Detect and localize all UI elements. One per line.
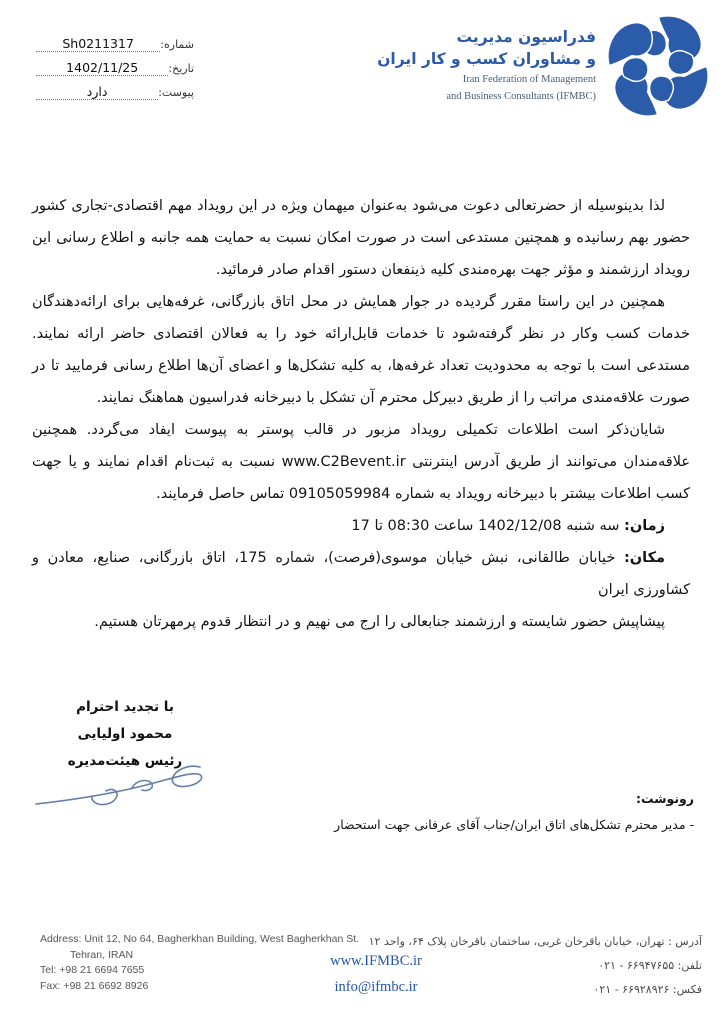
org-name-en-line1: Iran Federation of Management <box>462 74 596 85</box>
number-value: Sh0211317 <box>36 36 160 52</box>
date-value: 1402/11/25 <box>36 60 168 76</box>
number-label: شماره: <box>160 38 194 51</box>
place-value: خیابان طالقانی، نبش خیابان موسوی(فرصت)، شماره 175، اتاق بازرگانی، صنایع، معادن و کشاورزی ایران <box>32 550 690 598</box>
registration-text-1: شایان‌ذکر است اطلاعات تکمیلی رویداد مزبور در قالب پوستر به پیوست ایفاد می‌گردد. همچنین علاقه‌مندان می‌توانند از طریق آدرس اینترنتی <box>32 422 691 470</box>
attachment-value: دارد <box>36 84 158 100</box>
paragraph-invitation: لذا بدینوسیله از حضرتعالی دعوت می‌شود به‌عنوان میهمان ویژه در این رویداد مهم اقتصادی-تجاری کشور حضور بهم رسانیده و همچنین مستدعی است در صورت امکان نسبت به حمایت همه جانبه و اطلاع رسانی این رویداد ارزشمند و مؤثر جهت بهره‌مندی کلیه ذینفعان دستور اقدام صادر فرمائید. <box>32 198 690 278</box>
event-website-link[interactable]: www.C2Bevent.ir <box>281 454 406 470</box>
signature-scribble-icon <box>32 760 227 818</box>
letterhead <box>377 14 710 118</box>
letter-body <box>32 190 690 638</box>
footer-fa-tel: تلفن: ۶۶۹۴۷۶۵۵ - ۰۲۱ <box>598 959 702 972</box>
time-value: سه شنبه 1402/12/08 ساعت 08:30 تا 17 <box>351 518 625 534</box>
meta-row-date <box>36 60 194 76</box>
closing-line: پیشاپیش حضور شایسته و ارزشمند جنابعالی را ارج می نهیم و در انتظار قدوم پرمهرتان هستیم. <box>94 614 665 630</box>
registration-text-2: نسبت به ثبت‌نام اقدام نمایند و یا جهت کسب اطلاعات بیشتر با دبیرخانه رویداد به شماره <box>32 454 690 502</box>
footer-fa-address: آدرس : تهران، خیابان باقرخان غربی، ساختمان باقرخان پلاک ۶۴، واحد ۱۲ <box>368 935 702 948</box>
signer-title: رئیس هیئت‌مدیره <box>67 753 183 769</box>
event-place-line <box>32 542 690 606</box>
cc-item: - مدیر محترم تشکل‌های اتاق ایران/جناب آقای عرفانی جهت استحضار <box>334 817 694 832</box>
org-name-fa-line2: و مشاوران کسب و کار ایران <box>377 50 596 68</box>
org-name-fa-line1: فدراسیون مدیریت <box>456 28 596 46</box>
footer-en-fax: Fax: +98 21 6692 8926 <box>40 979 149 992</box>
footer-address-fa <box>369 930 702 1002</box>
cc-label: رونوشت: <box>635 791 694 806</box>
footer-fa-fax: فکس: ۶۶۹۲۸۹۲۶ - ۰۲۱ <box>593 983 702 996</box>
footer-en-tel: Tel: +98 21 6694 7655 <box>40 964 145 976</box>
meta-row-number <box>36 36 194 52</box>
website-link[interactable]: www.IFMBC.ir <box>330 953 422 969</box>
signer-name: محمود اولیایی <box>77 726 173 742</box>
registration-text-3: تماس حاصل فرمایند. <box>156 486 289 502</box>
signature-salutation: با تجدید احترام <box>76 699 174 715</box>
time-label: زمان: <box>624 518 665 534</box>
date-label: تاریخ: <box>168 62 194 75</box>
paragraph-registration <box>32 414 690 510</box>
email-link[interactable]: info@ifmbc.ir <box>334 979 418 995</box>
attachment-label: پیوست: <box>158 86 194 99</box>
meta-row-attachment <box>36 84 194 100</box>
place-label: مکان: <box>623 550 665 566</box>
event-time-line <box>32 510 690 542</box>
org-name-en-line2: and Business Consultants (IFMBC) <box>446 91 596 102</box>
org-name-block <box>377 26 596 104</box>
paragraph-booths: همچنین در این راستا مقرر گردیده در جوار همایش در محل اتاق بازرگانی، غرفه‌هایی برای ارائه‌دهندگان خدمات کسب وکار در نظر گرفته‌شود تا خدمات قابل‌ارائه خود را به فعالان اقتصادی حاضر ارائه نمایند. مستدعی است با توجه به محدودیت تعداد غرفه‌ها، به کلیه تشکل‌ها و اعضای آن‌ها اطلاع رسانی فرمایید تا در صورت علاقه‌مندی مراتب را از طریق دبیرکل محترم آن تشکل با دبیرخانه فدراسیون هماهنگ نمایند. <box>32 294 690 406</box>
event-phone-number: 09105059984 <box>288 486 391 502</box>
ifmbc-logo-icon <box>606 14 710 118</box>
footer-en-address-line2: Tehran, IRAN <box>70 948 134 961</box>
cc-block <box>334 786 694 838</box>
footer-en-address-line1: Address: Unit 12, No 64, Bagherkhan Building, West Bagherkhan St. <box>40 933 360 945</box>
letter-meta <box>36 36 194 108</box>
